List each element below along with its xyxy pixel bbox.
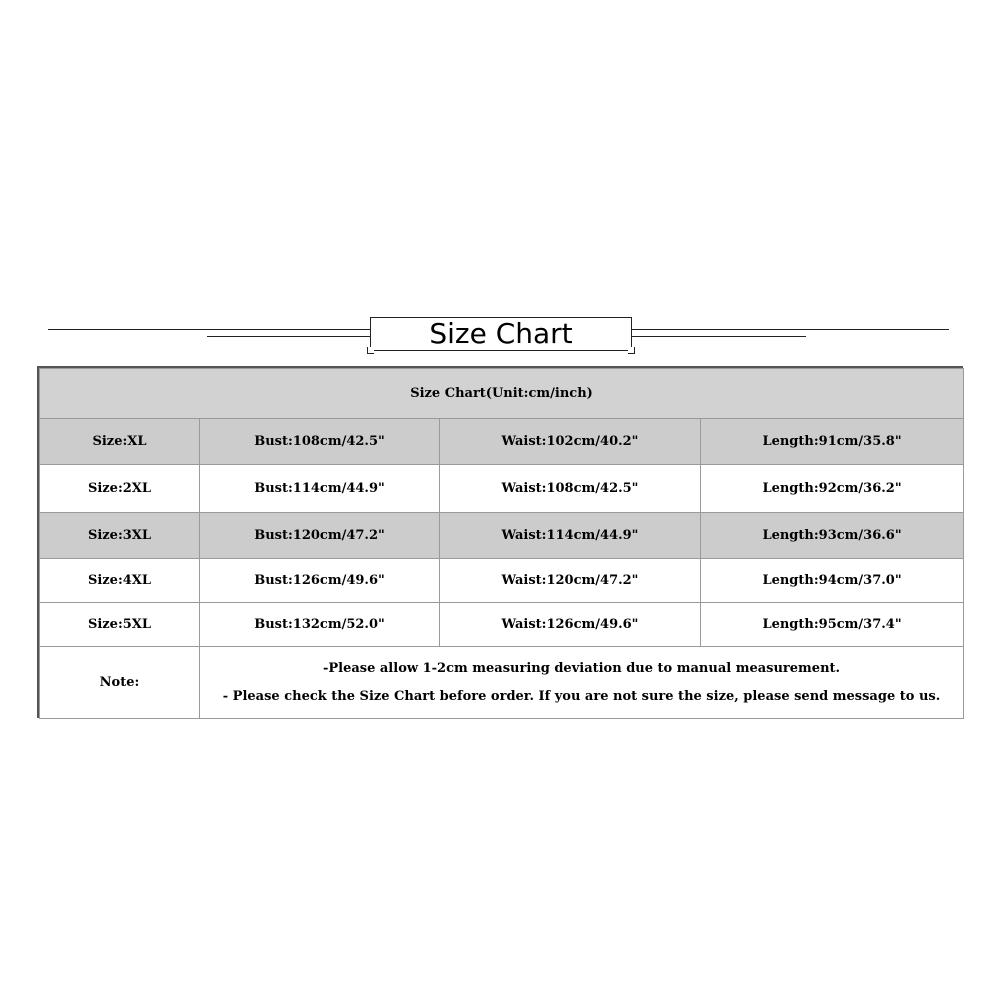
- size-cell: Size:3XL: [40, 513, 200, 559]
- waist-cell: Waist:120cm/47.2": [440, 559, 701, 603]
- waist-cell: Waist:114cm/44.9": [440, 513, 701, 559]
- length-cell: Length:93cm/36.6": [701, 513, 964, 559]
- header-rule-left: [207, 336, 372, 337]
- table-row: [40, 603, 964, 647]
- table-caption: Size Chart(Unit:cm/inch): [40, 369, 964, 419]
- note-label: Note:: [40, 647, 200, 719]
- note-line: - Please check the Size Chart before order. If you are not sure the size, please send message to us.: [222, 688, 941, 704]
- table-row: [40, 419, 964, 465]
- waist-cell: Waist:126cm/49.6": [440, 603, 701, 647]
- table-row: [40, 465, 964, 513]
- note-text: [200, 647, 964, 719]
- size-cell: Size:XL: [40, 419, 200, 465]
- length-cell: Length:94cm/37.0": [701, 559, 964, 603]
- page-title: [370, 317, 632, 351]
- note-row: [40, 647, 964, 719]
- header-rule-right: [632, 336, 806, 337]
- table-row: [40, 513, 964, 559]
- size-cell: Size:2XL: [40, 465, 200, 513]
- bust-cell: Bust:126cm/49.6": [200, 559, 440, 603]
- size-chart-table: [37, 366, 963, 718]
- length-cell: Length:95cm/37.4": [701, 603, 964, 647]
- bust-cell: Bust:108cm/42.5": [200, 419, 440, 465]
- note-line: -Please allow 1-2cm measuring deviation due to manual measurement.: [322, 660, 841, 676]
- table-caption-row: [40, 369, 964, 419]
- waist-cell: Waist:108cm/42.5": [440, 465, 701, 513]
- bust-cell: Bust:114cm/44.9": [200, 465, 440, 513]
- bust-cell: Bust:120cm/47.2": [200, 513, 440, 559]
- page-title-text: Size Chart: [429, 317, 573, 350]
- table-row: [40, 559, 964, 603]
- size-cell: Size:4XL: [40, 559, 200, 603]
- waist-cell: Waist:102cm/40.2": [440, 419, 701, 465]
- length-cell: Length:91cm/35.8": [701, 419, 964, 465]
- bust-cell: Bust:132cm/52.0": [200, 603, 440, 647]
- length-cell: Length:92cm/36.2": [701, 465, 964, 513]
- size-cell: Size:5XL: [40, 603, 200, 647]
